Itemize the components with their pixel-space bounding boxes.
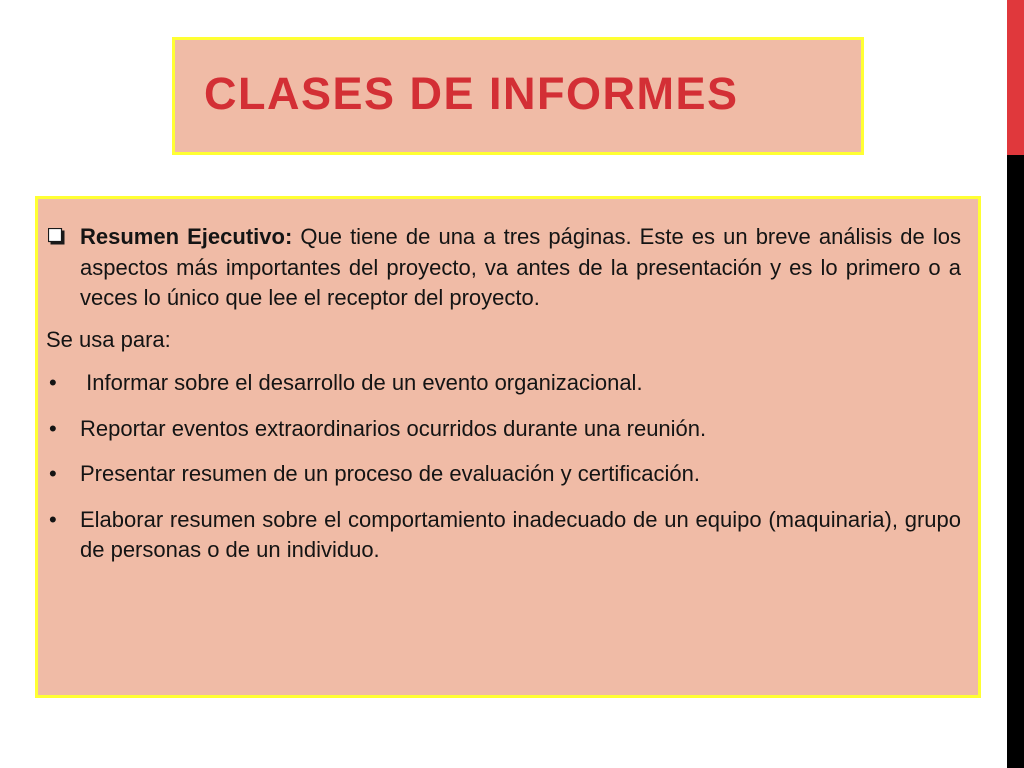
list-item xyxy=(46,459,961,490)
usage-list xyxy=(46,368,961,566)
title-box xyxy=(172,37,864,155)
list-item-text: Elaborar resumen sobre el comportamiento inadecuado de un equipo (maquinaria), grupo de personas o de un individuo. xyxy=(80,506,961,562)
intro-item xyxy=(46,222,961,314)
edge-accent-red xyxy=(1007,0,1024,155)
list-item xyxy=(46,414,961,445)
intro-marker xyxy=(46,222,80,252)
list-item xyxy=(46,505,961,566)
list-item-text: Presentar resumen de un proceso de evaluación y certificación. xyxy=(80,461,701,486)
checkbox-bullet-icon xyxy=(48,228,65,245)
list-item-text: Reportar eventos extraordinarios ocurridos durante una reunión. xyxy=(80,415,707,441)
edge-accent-black xyxy=(1007,155,1024,768)
slide-title: CLASES DE INFORMES xyxy=(204,68,739,119)
intro-text xyxy=(80,222,961,314)
usage-lead: Se usa para: xyxy=(46,326,171,352)
bullet-icon: • xyxy=(49,370,57,395)
list-item xyxy=(46,368,961,399)
bullet-icon: • xyxy=(49,415,57,441)
content-box xyxy=(35,196,981,698)
list-item-text: Informar sobre el desarrollo de un evento organizacional. xyxy=(80,370,643,395)
bullet-icon: • xyxy=(49,461,57,486)
intro-term: Resumen Ejecutivo: xyxy=(80,224,293,249)
bullet-icon: • xyxy=(49,506,57,532)
intro-description: Que tiene de una a tres páginas. Este es un breve análisis de los aspectos más importantes del proyecto, va antes de la presentación y es lo primero o a veces lo único que lee el receptor del proyecto. xyxy=(80,224,961,310)
